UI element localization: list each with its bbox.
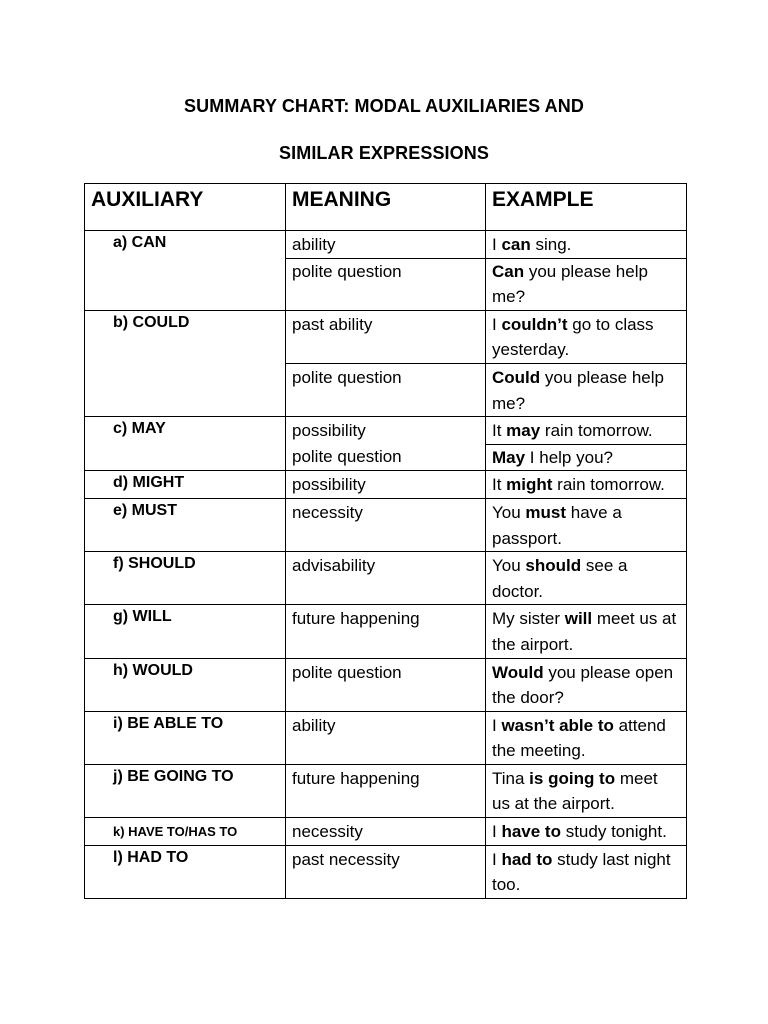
- auxiliary-label: i) BE ABLE TO: [113, 714, 224, 732]
- table-row: [85, 845, 687, 898]
- example-text: Could you please help me?: [492, 367, 664, 413]
- meaning-text: advisability: [292, 556, 376, 576]
- auxiliary-label: e) MUST: [113, 501, 177, 519]
- example-text: You should see a doctor.: [492, 556, 628, 601]
- auxiliary-cell: [85, 417, 286, 471]
- example-text: Tina is going to meet us at the airport.: [492, 768, 658, 814]
- meaning-text: future happening: [292, 768, 420, 788]
- table-row: [85, 818, 687, 846]
- auxiliary-label: f) SHOULD: [113, 555, 196, 573]
- table-row: [85, 552, 687, 605]
- meaning-text: polite question: [292, 447, 402, 467]
- auxiliary-label: l) HAD TO: [113, 848, 189, 866]
- example-text: I have to study tonight.: [492, 822, 667, 842]
- table-row: [85, 498, 687, 551]
- example-text: My sister will meet us at the airport.: [492, 609, 677, 654]
- example-text: Would you please open the door?: [492, 662, 674, 708]
- modal-auxiliaries-table: [84, 183, 687, 899]
- header-example: EXAMPLE: [486, 184, 687, 231]
- header-row: [85, 184, 687, 231]
- header-auxiliary: AUXILIARY: [85, 184, 286, 231]
- auxiliary-label: c) MAY: [113, 420, 166, 438]
- example-text: You must have a passport.: [492, 502, 622, 548]
- meaning-text: necessity: [292, 502, 363, 522]
- meaning-text: polite question: [292, 261, 402, 281]
- table-row: [85, 764, 687, 817]
- chart-title-line-1: SUMMARY CHART: MODAL AUXILIARIES AND: [184, 96, 584, 116]
- table-row: [85, 471, 687, 499]
- example-text: I can sing.: [492, 235, 572, 254]
- meaning-text: polite question: [292, 367, 402, 387]
- table-row: [85, 310, 687, 363]
- meaning-text: necessity: [292, 822, 363, 842]
- auxiliary-label: b) COULD: [113, 313, 190, 331]
- meaning-text: future happening: [292, 609, 420, 629]
- example-text: It may rain tomorrow.: [492, 421, 653, 441]
- auxiliary-label: d) MIGHT: [113, 474, 185, 492]
- example-text: It might rain tomorrow.: [492, 475, 665, 495]
- table-row: [85, 231, 687, 259]
- auxiliary-label: k) HAVE TO/HAS TO: [113, 824, 238, 840]
- table-row: [85, 417, 687, 445]
- example-text: May I help you?: [492, 447, 613, 467]
- example-text: I wasn’t able to attend the meeting.: [492, 715, 666, 761]
- auxiliary-label: j) BE GOING TO: [113, 767, 234, 785]
- chart-title-line-2: SIMILAR EXPRESSIONS: [279, 143, 489, 163]
- meaning-text: polite question: [292, 662, 402, 682]
- auxiliary-cell: [85, 231, 286, 311]
- meaning-text: ability: [292, 715, 336, 735]
- table-row: [85, 711, 687, 764]
- meaning-text: possibility: [292, 421, 366, 441]
- meaning-text: past ability: [292, 314, 373, 334]
- example-text: Can you please help me?: [492, 261, 648, 307]
- auxiliary-label: h) WOULD: [113, 661, 193, 679]
- auxiliary-cell: [85, 310, 286, 416]
- table-row: [85, 658, 687, 711]
- auxiliary-label: g) WILL: [113, 608, 172, 626]
- table-row: [85, 605, 687, 658]
- example-text: I had to study last night too.: [492, 849, 671, 895]
- auxiliary-label: a) CAN: [113, 234, 167, 251]
- meaning-text: possibility: [292, 475, 366, 495]
- example-text: I couldn’t go to class yesterday.: [492, 314, 654, 360]
- meaning-text: past necessity: [292, 849, 400, 869]
- meaning-text: ability: [292, 235, 336, 254]
- header-meaning: MEANING: [286, 184, 486, 231]
